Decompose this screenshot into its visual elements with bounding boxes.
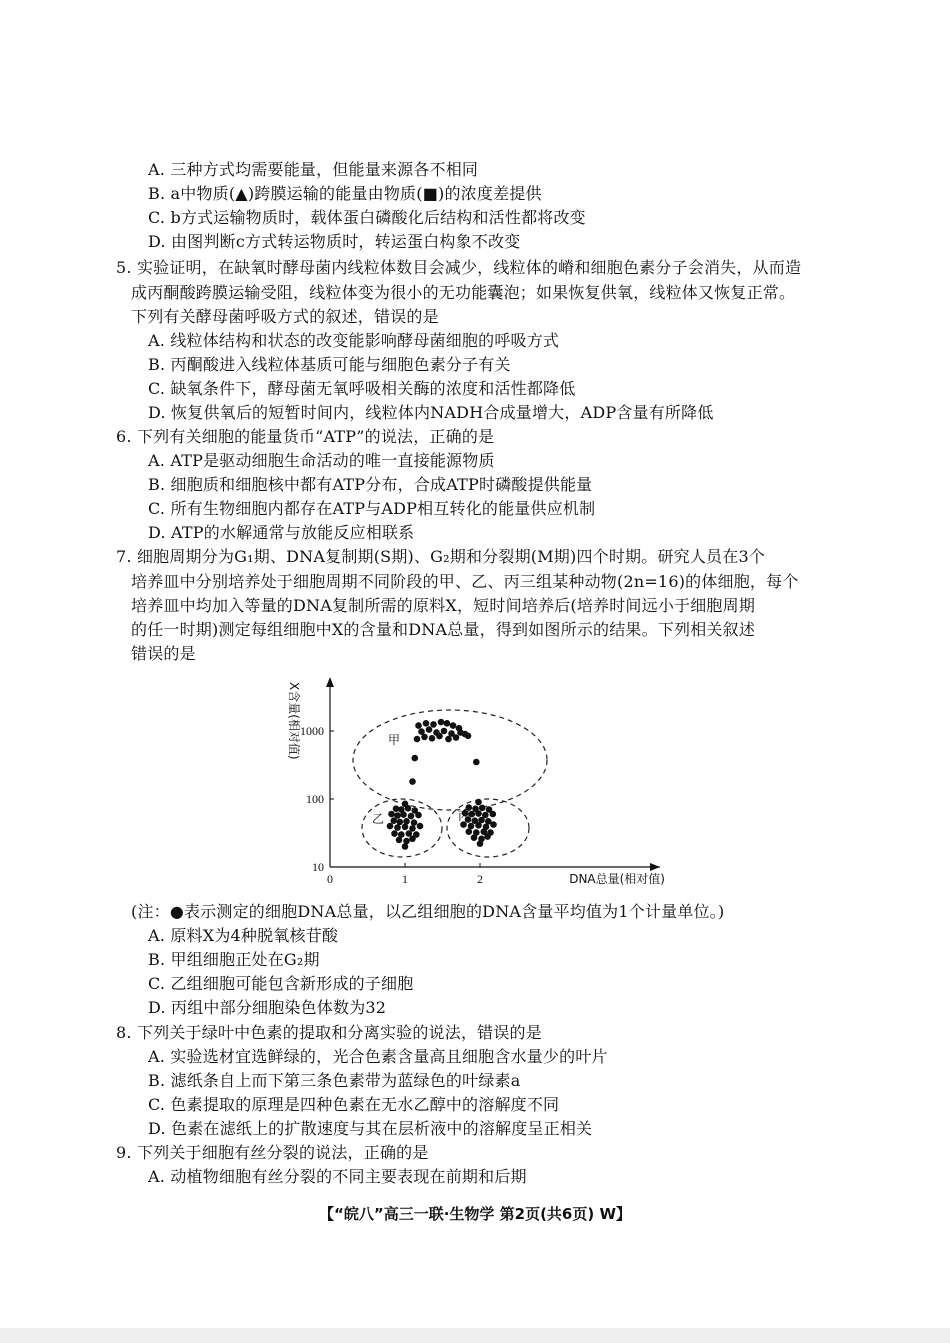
q5-option-b: B. 丙酮酸进入线粒体基质可能与细胞色素分子有关 <box>148 355 511 374</box>
data-point <box>409 778 416 785</box>
q6-stem: 6. 下列有关细胞的能量货币“ATP”的说法，正确的是 <box>116 427 495 446</box>
q6-option-b: B. 细胞质和细胞核中都有ATP分布，合成ATP时磷酸提供能量 <box>148 475 593 494</box>
q4-option-c: C. b方式运输物质时，载体蛋白磷酸化后结构和活性都将改变 <box>148 208 586 227</box>
data-point <box>475 822 482 829</box>
q8-option-a: A. 实验选材宜选鲜绿的，光合色素含量高且细胞含水量少的叶片 <box>148 1047 608 1066</box>
x-axis-arrow <box>650 863 660 871</box>
data-point <box>450 722 457 729</box>
data-point <box>417 823 424 830</box>
chart-axes <box>326 677 660 871</box>
q4-option-b: B. a中物质(▲)跨膜运输的能量由物质(■)的浓度差提供 <box>148 184 542 203</box>
q5-stem-line: 5. 实验证明，在缺氧时酵母菌内线粒体数目会减少，线粒体的嵴和细胞色素分子会消失，从而造 <box>116 258 802 277</box>
q7-note: (注：●表示测定的细胞DNA总量，以乙组细胞的DNA含量平均值为1个计量单位。) <box>131 902 725 921</box>
data-point <box>475 799 482 806</box>
q5-option-c: C. 缺氧条件下，酵母菌无氧呼吸相关酶的浓度和活性都降低 <box>148 379 576 398</box>
data-point <box>445 736 452 743</box>
data-point <box>426 726 433 733</box>
data-point <box>444 720 451 727</box>
data-point <box>490 821 497 828</box>
q8-option-b: B. 滤纸条自上而下第三条色素带为蓝绿色的叶绿素a <box>148 1071 521 1090</box>
q4-option-d: D. 由图判断c方式转运物质时，转运蛋白构象不改变 <box>148 232 521 251</box>
data-point <box>396 837 403 844</box>
data-point <box>411 819 418 826</box>
page-footer: 【“皖八”高三一联·生物学 第2页(共6页) W】 <box>319 1205 631 1223</box>
scatter-figure <box>270 672 670 897</box>
x-tick-label: 2 <box>477 872 483 886</box>
q7-option-a: A. 原料X为4种脱氧核苷酸 <box>148 926 339 945</box>
data-point <box>391 830 398 837</box>
data-point <box>479 805 486 812</box>
data-point <box>402 843 409 850</box>
data-point <box>471 834 478 841</box>
data-point <box>421 734 428 741</box>
q7-option-c: C. 乙组细胞可能包含新形成的子细胞 <box>148 974 414 993</box>
q9-stem: 9. 下列关于细胞有丝分裂的说法，正确的是 <box>116 1143 429 1162</box>
y-axis-label: X含量(相对值) <box>287 682 301 760</box>
y-tick-label: 10 <box>312 860 324 874</box>
data-point <box>457 729 464 736</box>
q7-stem-line: 的任一时期)测定每组细胞中X的含量和DNA总量，得到如图所示的结果。下列相关叙述 <box>131 620 756 639</box>
data-point <box>429 735 436 742</box>
data-point <box>388 811 395 818</box>
y-tick-label: 100 <box>306 792 324 806</box>
data-point <box>408 813 415 820</box>
q5-stem-line: 成丙酮酸跨膜运输受阻，线粒体变为很小的无功能囊泡；如果恢复供氧，线粒体又恢复正常。 <box>131 283 796 302</box>
data-point <box>490 811 497 818</box>
data-point <box>465 733 472 740</box>
q5-stem-line: 下列有关酵母菌呼吸方式的叙述，错误的是 <box>131 307 439 326</box>
data-point <box>409 836 416 843</box>
data-point <box>387 823 394 830</box>
q8-stem: 8. 下列关于绿叶中色素的提取和分离实验的说法，错误的是 <box>116 1023 542 1042</box>
q6-option-d: D. ATP的水解通常与放能反应相联系 <box>148 523 415 542</box>
q7-option-d: D. 丙组中部分细胞染色体数为32 <box>148 998 387 1017</box>
data-point <box>412 755 419 762</box>
q6-option-a: A. ATP是驱动细胞生命活动的唯一直接能源物质 <box>148 451 495 470</box>
data-point <box>477 840 484 847</box>
q7-option-b: B. 甲组细胞正处在G₂期 <box>148 950 320 969</box>
q7-stem-line: 7. 细胞周期分为G₁期、DNA复制期(S期)、G₂期和分裂期(M期)四个时期。研究人员在3个 <box>116 547 766 566</box>
data-point <box>415 812 422 819</box>
data-point <box>473 759 480 766</box>
data-point <box>415 722 422 729</box>
data-point <box>430 721 437 728</box>
data-point <box>475 810 482 817</box>
q4-option-a: A. 三种方式均需要能量，但能量来源各不相同 <box>148 160 479 179</box>
data-point <box>453 734 460 741</box>
data-point <box>405 805 412 812</box>
group-label: 乙 <box>372 812 385 826</box>
data-point <box>436 733 443 740</box>
data-point <box>466 828 473 835</box>
q7-stem-line: 培养皿中分别培养处于细胞周期不同阶段的甲、乙、丙三组某种动物(2n=16)的体细胞，每个 <box>131 572 799 591</box>
data-point <box>423 720 430 727</box>
x-tick-label: 0 <box>327 872 333 886</box>
y-axis-arrow <box>326 677 334 687</box>
data-point <box>441 728 448 735</box>
q6-option-c: C. 所有生物细胞内都存在ATP与ADP相互转化的能量供应机制 <box>148 499 596 518</box>
group-label: 甲 <box>388 733 401 747</box>
q5-option-d: D. 恢复供氧后的短暂时间内，线粒体内NADH合成量增大，ADP含量有所降低 <box>148 403 714 422</box>
data-point <box>484 833 491 840</box>
q8-option-c: C. 色素提取的原理是四种色素在无水乙醇中的溶解度不同 <box>148 1095 560 1114</box>
data-point <box>402 824 409 831</box>
y-tick-label: 1000 <box>300 724 324 738</box>
data-point <box>397 819 404 826</box>
data-point <box>391 817 398 824</box>
data-point <box>394 824 401 831</box>
data-point <box>438 719 445 726</box>
q7-stem-line: 培养皿中均加入等量的DNA复制所需的原料X，短时间培养后(培养时间远小于细胞周期 <box>131 596 756 615</box>
x-axis-label: DNA总量(相对值) <box>569 872 665 886</box>
q7-stem-line: 错误的是 <box>131 644 196 663</box>
bottom-band <box>0 1328 950 1343</box>
q8-option-d: D. 色素在滤纸上的扩散速度与其在层析液中的溶解度呈正相关 <box>148 1119 593 1138</box>
q9-option-a: A. 动植物细胞有丝分裂的不同主要表现在前期和后期 <box>148 1167 527 1186</box>
q5-option-a: A. 线粒体结构和状态的改变能影响酵母菌细胞的呼吸方式 <box>148 331 560 350</box>
group-label: 丙 <box>458 809 471 823</box>
x-tick-label: 1 <box>402 872 408 886</box>
data-point <box>414 736 421 743</box>
data-point <box>400 811 407 818</box>
